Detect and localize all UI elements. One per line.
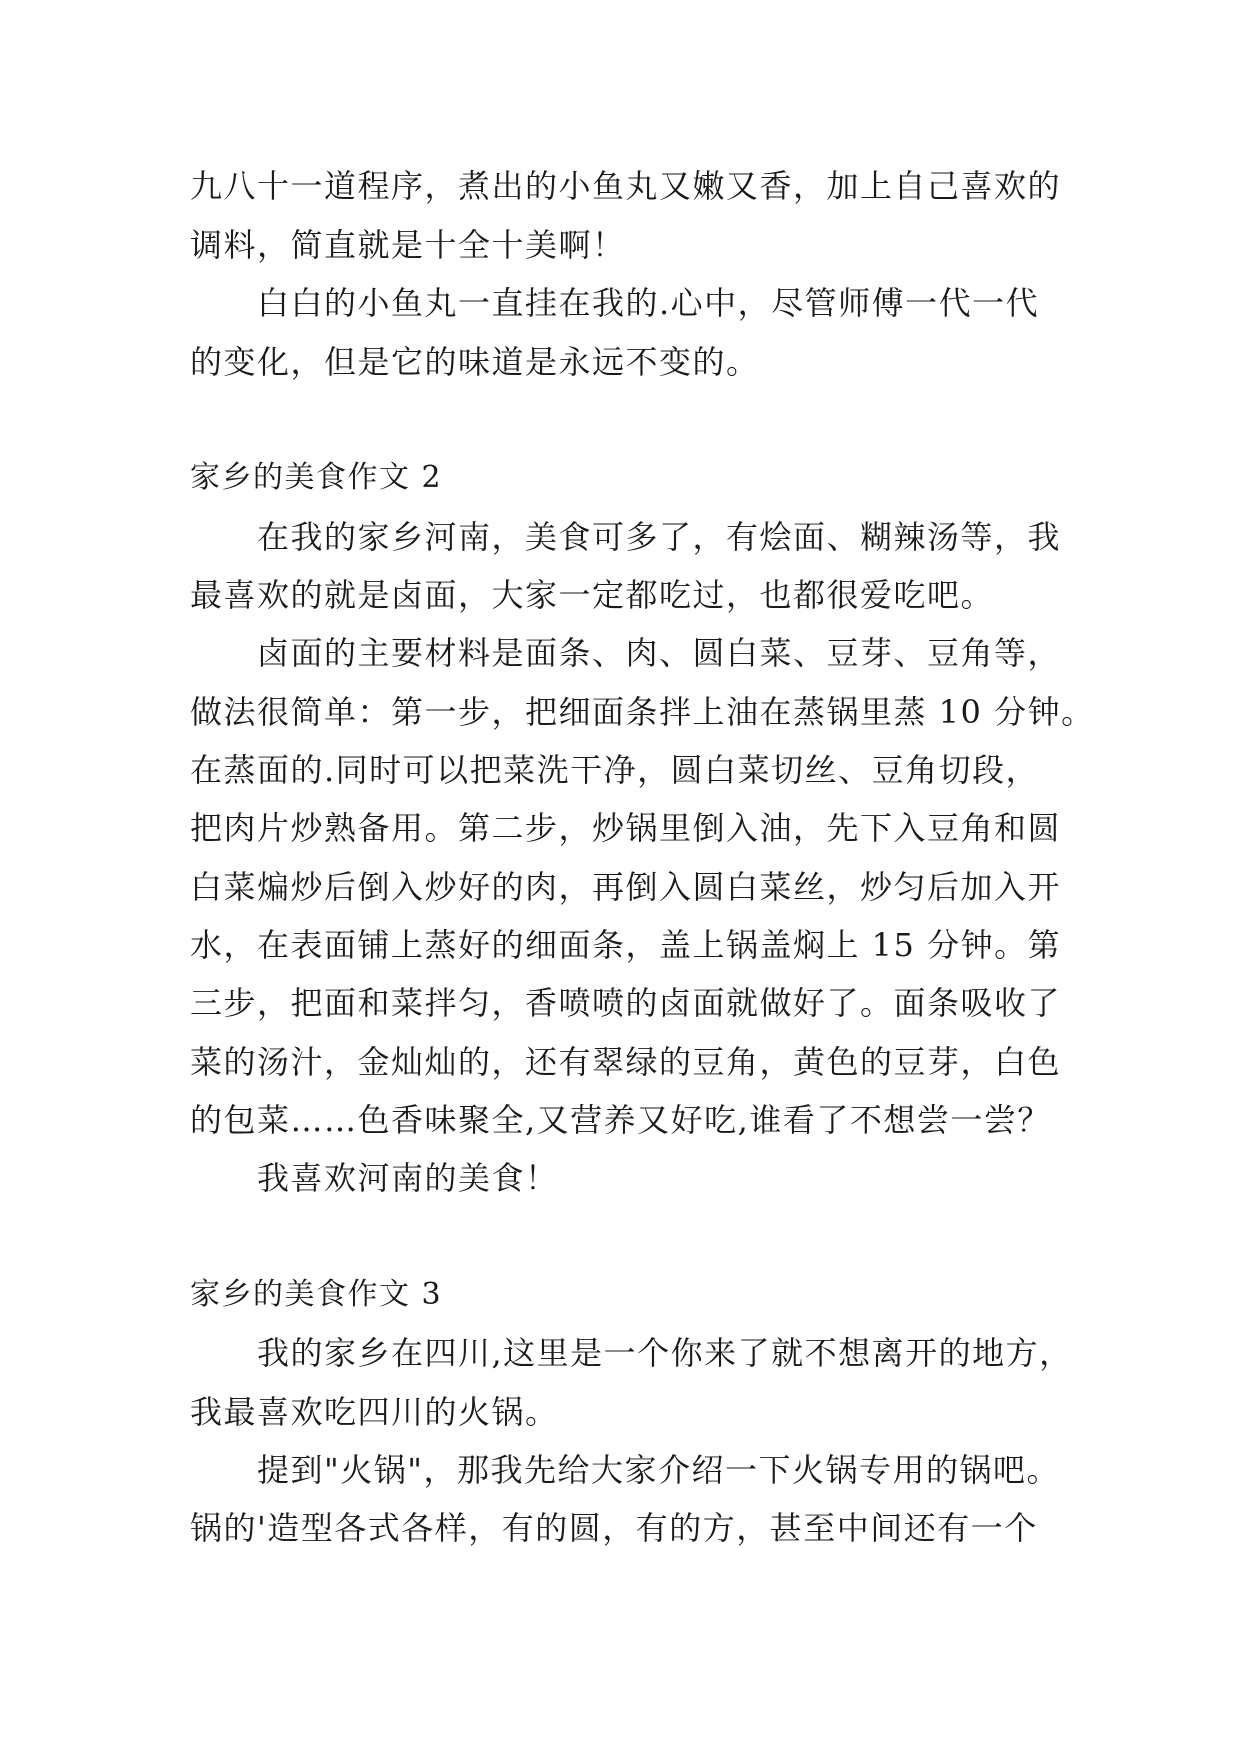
section-heading: 家乡的美食作文 3 [190, 1277, 443, 1312]
text-line: 做法很简单：第一步，把细面条拌上油在蒸锅里蒸 10 分钟。 [190, 693, 1095, 731]
text-line: 锅的'造型各式各样，有的圆，有的方，甚至中间还有一个 [190, 1509, 1038, 1547]
paragraph-start: 在我的家乡河南，美食可多了，有烩面、糊辣汤等，我 [257, 518, 1062, 556]
paragraph-start: 卤面的主要材料是面条、肉、圆白菜、豆芽、豆角等， [257, 634, 1062, 672]
paragraph-start: 我喜欢河南的美食！ [257, 1159, 559, 1197]
text-line: 我最喜欢吃四川的火锅。 [190, 1393, 559, 1431]
text-line: 菜的汤汁，金灿灿的，还有翠绿的豆角，黄色的豆芽，白色 [190, 1043, 1062, 1081]
text-line: 的包菜……色香味聚全,又营养又好吃,谁看了不想尝一尝？ [190, 1101, 1051, 1139]
section-heading: 家乡的美食作文 2 [190, 460, 443, 495]
text-line: 三步，把面和菜拌匀，香喷喷的卤面就做好了。面条吸收了 [190, 984, 1062, 1022]
paragraph-start: 我的家乡在四川,这里是一个你来了就不想离开的地方， [257, 1334, 1073, 1372]
text-line: 九八十一道程序，煮出的小鱼丸又嫩又香，加上自己喜欢的 [190, 167, 1062, 205]
text-line: 白菜煸炒后倒入炒好的肉，再倒入圆白菜丝，炒匀后加入开 [190, 868, 1062, 906]
text-line: 的变化，但是它的味道是永远不变的。 [190, 343, 760, 381]
paragraph-start: 提到"火锅"，那我先给大家介绍一下火锅专用的锅吧。 [257, 1451, 1060, 1489]
text-line: 最喜欢的就是卤面，大家一定都吃过，也都很爱吃吧。 [190, 576, 995, 614]
text-line: 在蒸面的.同时可以把菜洗干净，圆白菜切丝、豆角切段， [190, 751, 1040, 789]
text-line: 水，在表面铺上蒸好的细面条，盖上锅盖焖上 15 分钟。第 [190, 926, 1062, 964]
text-line: 调料，简直就是十全十美啊！ [190, 226, 626, 264]
paragraph-start: 白白的小鱼丸一直挂在我的.心中，尽管师傅一代一代 [257, 284, 1040, 322]
text-line: 把肉片炒熟备用。第二步，炒锅里倒入油，先下入豆角和圆 [190, 809, 1062, 847]
